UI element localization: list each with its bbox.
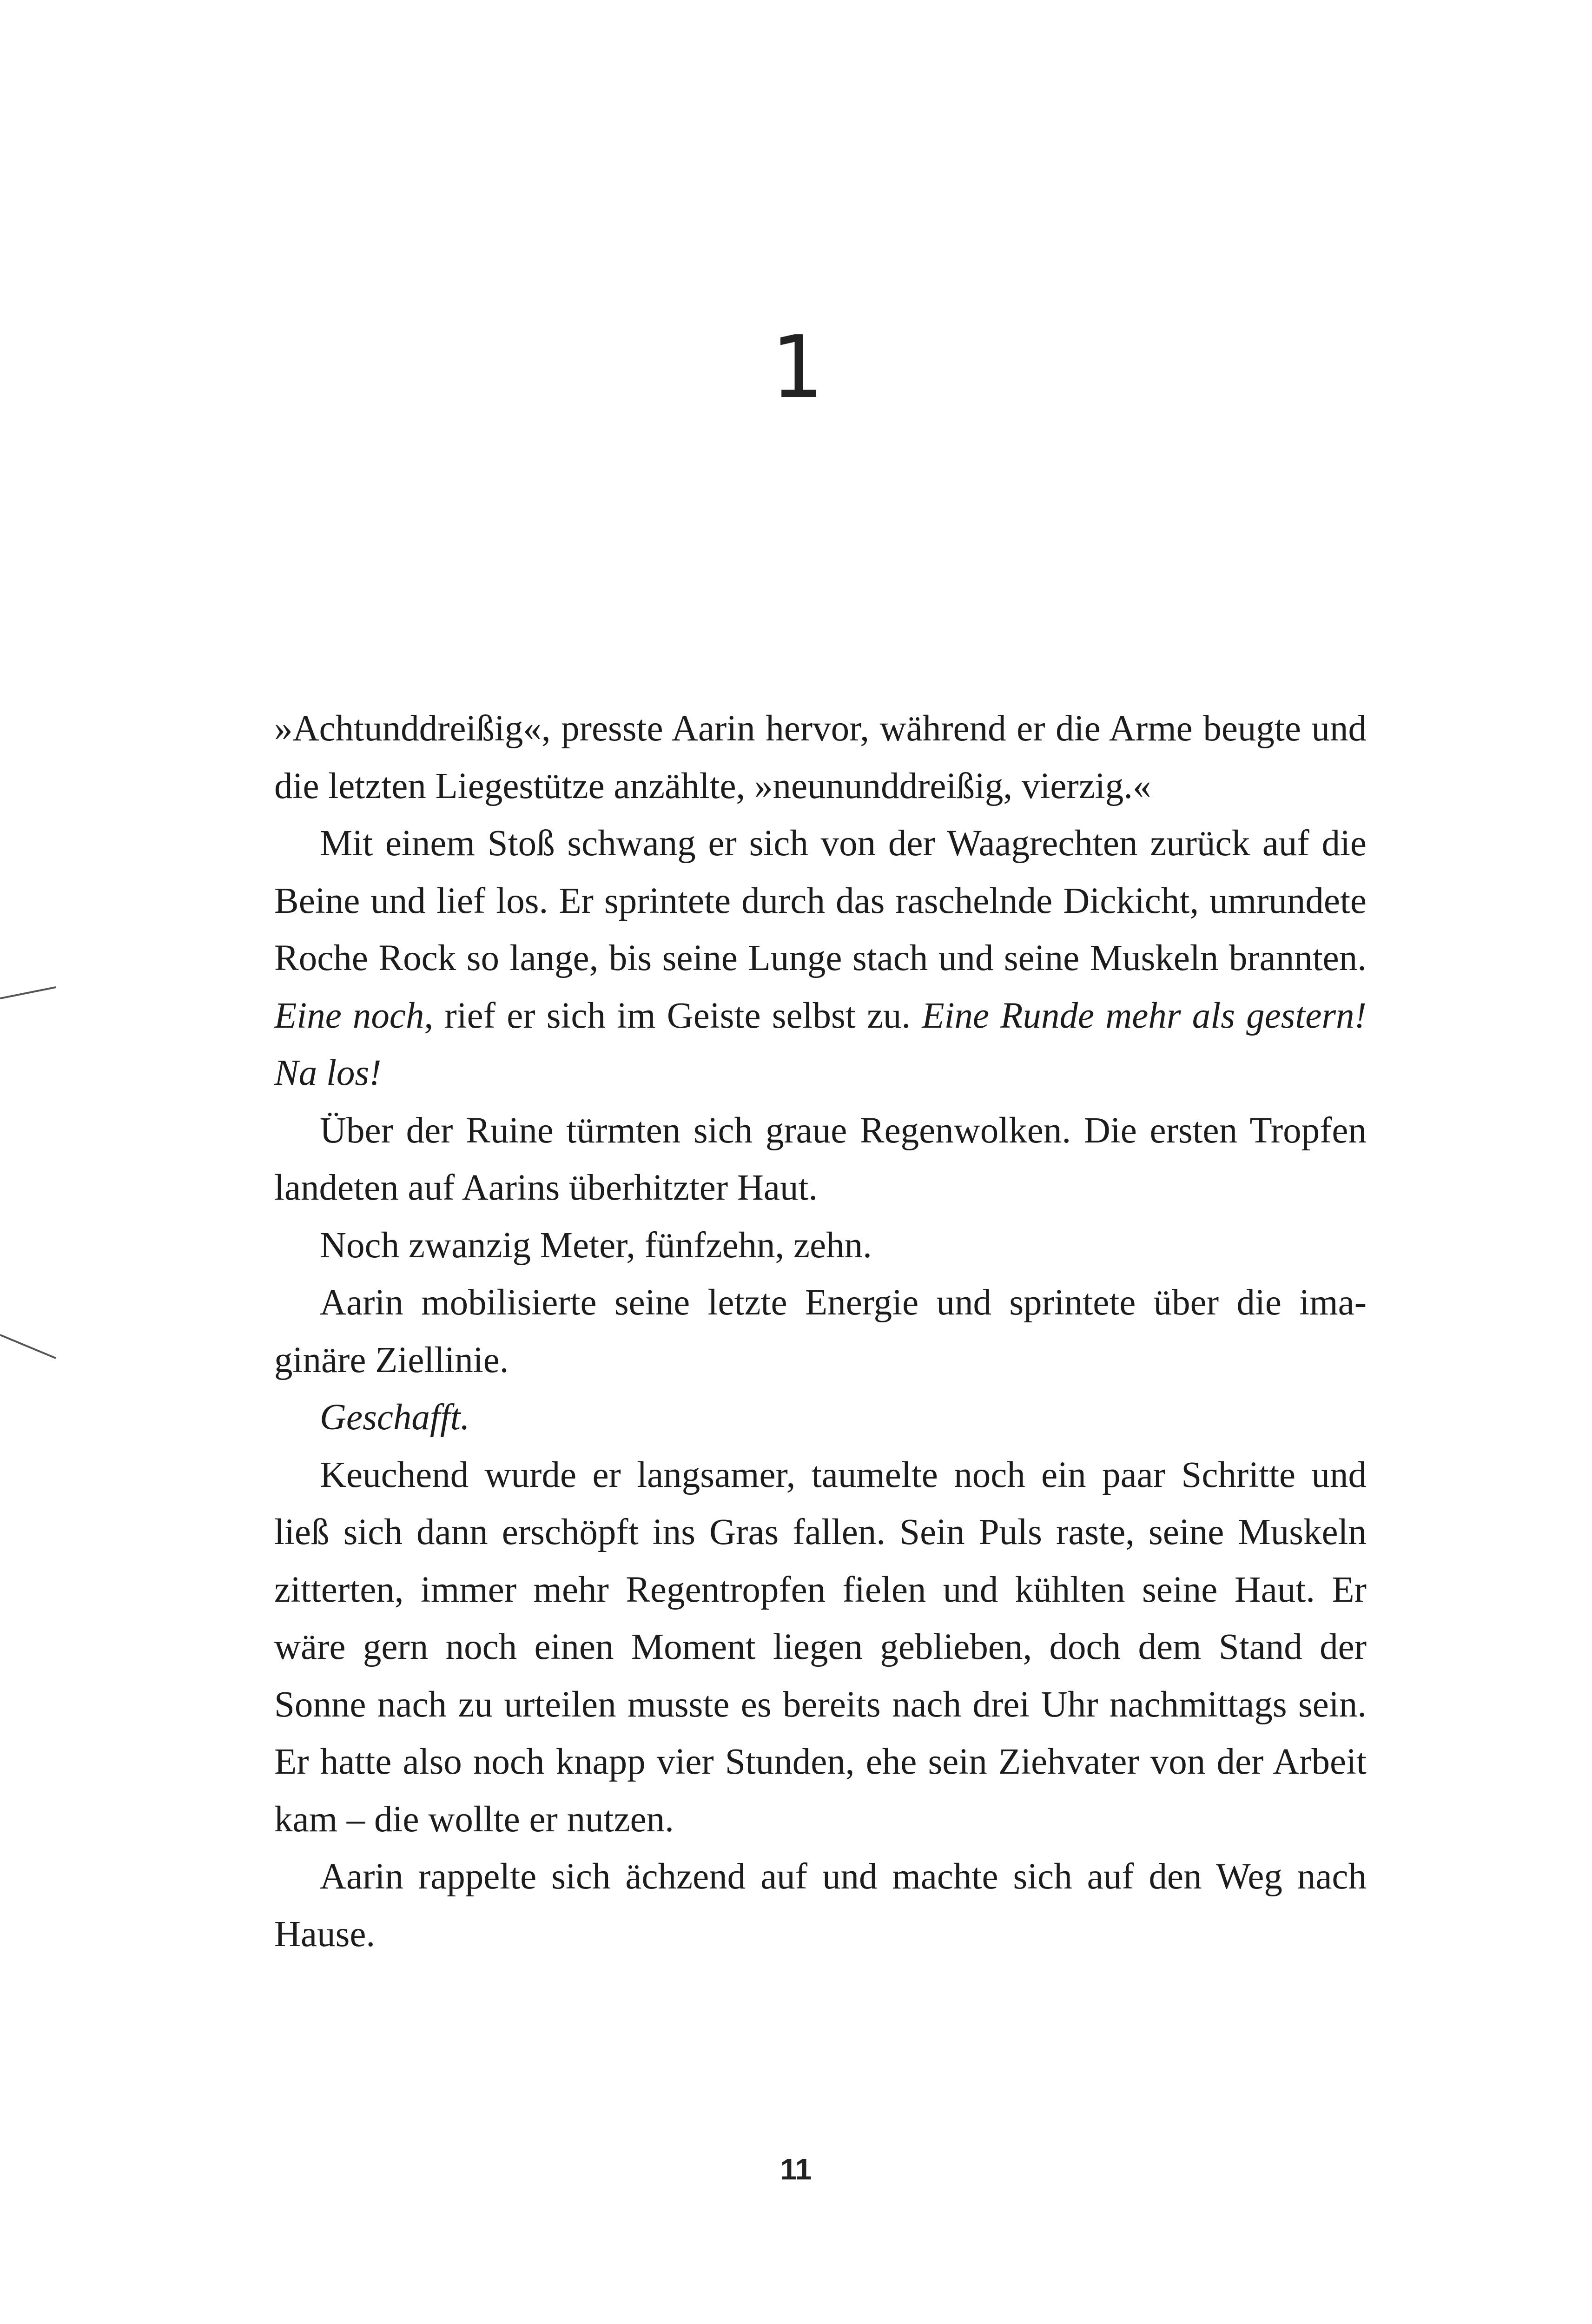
page-number: 11 [780,2152,812,2186]
chapter-number: 1 [770,317,822,417]
paragraph [274,1102,1367,1217]
italic-text: Eine Runde mehr als gestern! Na los! [274,995,1367,1093]
paragraph [274,700,1367,815]
text-segment: Aarin rappelte sich ächzend auf und machte sich auf den Weg nach Hause. [274,1856,1367,1954]
edge-decoration [0,0,65,1394]
body-text [274,700,1367,1963]
paragraph [274,1217,1367,1274]
text-segment: Mit einem Stoß schwang er sich von der Waagrechten zurück auf die Beine und lief los. Er sprintete durch das raschelnde Dickicht, umrundete Roche Rock so lange, bis seine Lunge stach und seine Muskeln brannten. [274,823,1367,978]
paragraph [274,815,1367,1102]
text-segment: Über der Ruine türmten sich graue Regenwolken. Die ersten Tropfen landeten auf Aarins überhitzter Haut. [274,1110,1367,1208]
paragraph [274,1389,1367,1446]
paragraph [274,1274,1367,1389]
italic-text: Eine noch [274,995,424,1036]
text-segment: Keuchend wurde er langsamer, taumelte noch ein paar Schritte und ließ sich dann erschöpft ins Gras fallen. Sein Puls raste, seine Muskeln zitterten, immer mehr Regentropfen fielen und kühlten seine Haut. Er wäre gern noch einen Moment liegen geblieben, doch dem Stand der Sonne nach zu urteilen musste es bereits nach drei Uhr nachmittags sein. Er hatte also noch knapp vier Stunden, ehe sein Ziehvater von der Arbeit kam – die wollte er nutzen. [274,1454,1367,1840]
edge-line-upper [0,987,56,998]
edge-line-lower [0,1335,56,1358]
text-segment: , rief er sich im Geiste selbst zu. [424,995,922,1036]
text-segment: Aarin mobilisierte seine letzte Energie und sprintete über die imaginäre Ziellinie. [274,1282,1367,1380]
paragraph [274,1848,1367,1963]
italic-text: Geschafft. [320,1397,470,1438]
text-segment: Noch zwanzig Meter, fünfzehn, zehn. [320,1225,872,1266]
text-segment: »Achtunddreißig«, presste Aarin hervor, während er die Arme beugte und die letzten Liegestütze anzählte, »neununddreißig, vierzig.« [274,708,1367,806]
paragraph [274,1446,1367,1849]
